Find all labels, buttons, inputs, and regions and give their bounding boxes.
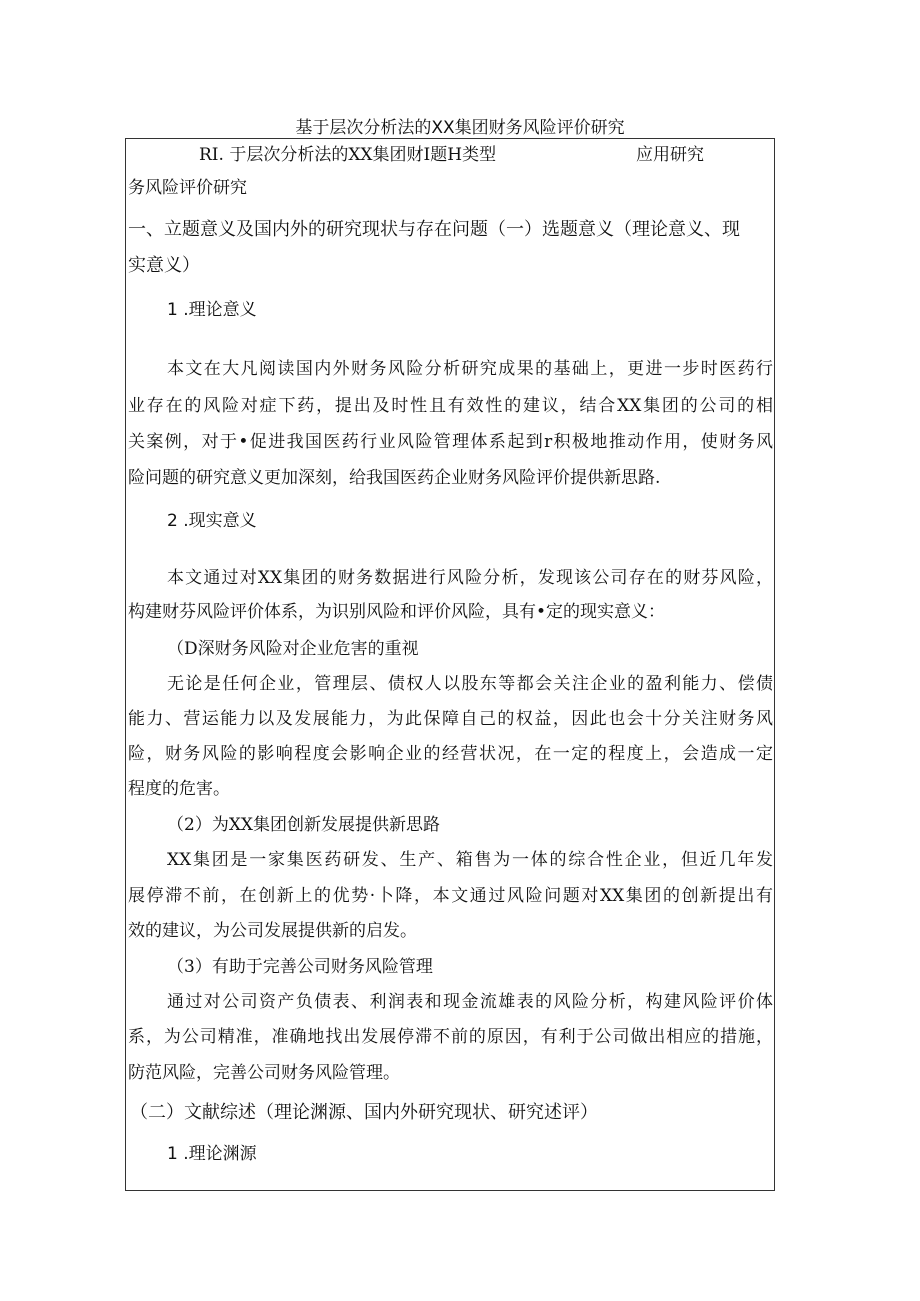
practical-significance-title: 2 .现实意义 — [167, 511, 257, 531]
item3-line: 系，为公司精准，准确地找出发展停滞不前的原因，有利于公司做出相应的措施， — [128, 1027, 773, 1047]
item1-line: 无论是任何企业，管理层、债权人以股东等都会关注企业的盈利能力、偿债 — [167, 674, 773, 694]
item1-line: 能力、营运能力以及发展能力，为此保障自己的权益，因此也会十分关注财务风 — [128, 709, 773, 729]
topic-line-1: RI. 于层次分析法的XX集团财I题H类型 — [199, 145, 497, 165]
item1-title: （D深财务风险对企业危害的重视 — [167, 639, 419, 659]
item2-line: XX集团是一家集医药研发、生产、箱售为一体的综合性企业，但近几年发 — [167, 850, 773, 870]
document-title: 基于层次分析法的XX集团财务风险评价研究 — [295, 118, 625, 138]
theory-origin-title: 1 .理论渊源 — [167, 1144, 257, 1164]
section2-heading: （二）文献综述（理论渊源、国内外研究现状、研究述评） — [130, 1102, 598, 1123]
section1-heading-line1: 一、立题意义及国内外的研究现状与存在问题（一）选题意义（理论意义、现 — [128, 219, 740, 240]
item1-line: 险，财务风险的影响程度会影响企业的经营状况，在一定的程度上，会造成一定 — [128, 744, 773, 764]
item3-line: 防范风险，完善公司财务风险管理。 — [128, 1063, 400, 1083]
theory-line: 关案例，对于•促进我国医药行业风险管理体系起到r积极地推动作用，使财务风 — [128, 432, 773, 452]
section1-heading-line2: 实意义） — [128, 255, 200, 276]
item2-title: （2）为XX集团创新发展提供新思路 — [167, 815, 441, 835]
topic-line-2: 务风险评价研究 — [128, 178, 247, 198]
theory-significance-title: 1 .理论意义 — [167, 300, 257, 320]
item1-line: 程度的危害。 — [128, 779, 230, 799]
item2-line: 展停滞不前，在创新上的优势·卜降，本文通过风险问题对XX集团的创新提出有 — [128, 886, 773, 906]
theory-line: 本文在大凡阅读国内外财务风险分析研究成果的基础上，更进一步时医药行 — [167, 359, 773, 379]
theory-line: 业存在的风险对症下药，提出及时性且有效性的建议，结合XX集团的公司的相 — [128, 396, 773, 416]
item3-line: 通过对公司资产负债表、利润表和现金流雄表的风险分析，构建风险评价体 — [167, 992, 773, 1012]
practical-intro-line: 构建财芬风险评价体系，为识别风险和评价风险，具有•定的现实意义： — [128, 602, 666, 622]
practical-intro-line: 本文通过对XX集团的财务数据进行风险分析，发现该公司存在的财芬风险， — [167, 568, 773, 588]
theory-line: 险问题的研究意义更加深刻，给我国医药企业财务风险评价提供新思路. — [128, 468, 661, 488]
item2-line: 效的建议，为公司发展提供新的启发。 — [128, 921, 417, 941]
item3-title: （3）有助于完善公司财务风险管理 — [167, 957, 433, 977]
research-type-value: 应用研究 — [636, 145, 704, 165]
